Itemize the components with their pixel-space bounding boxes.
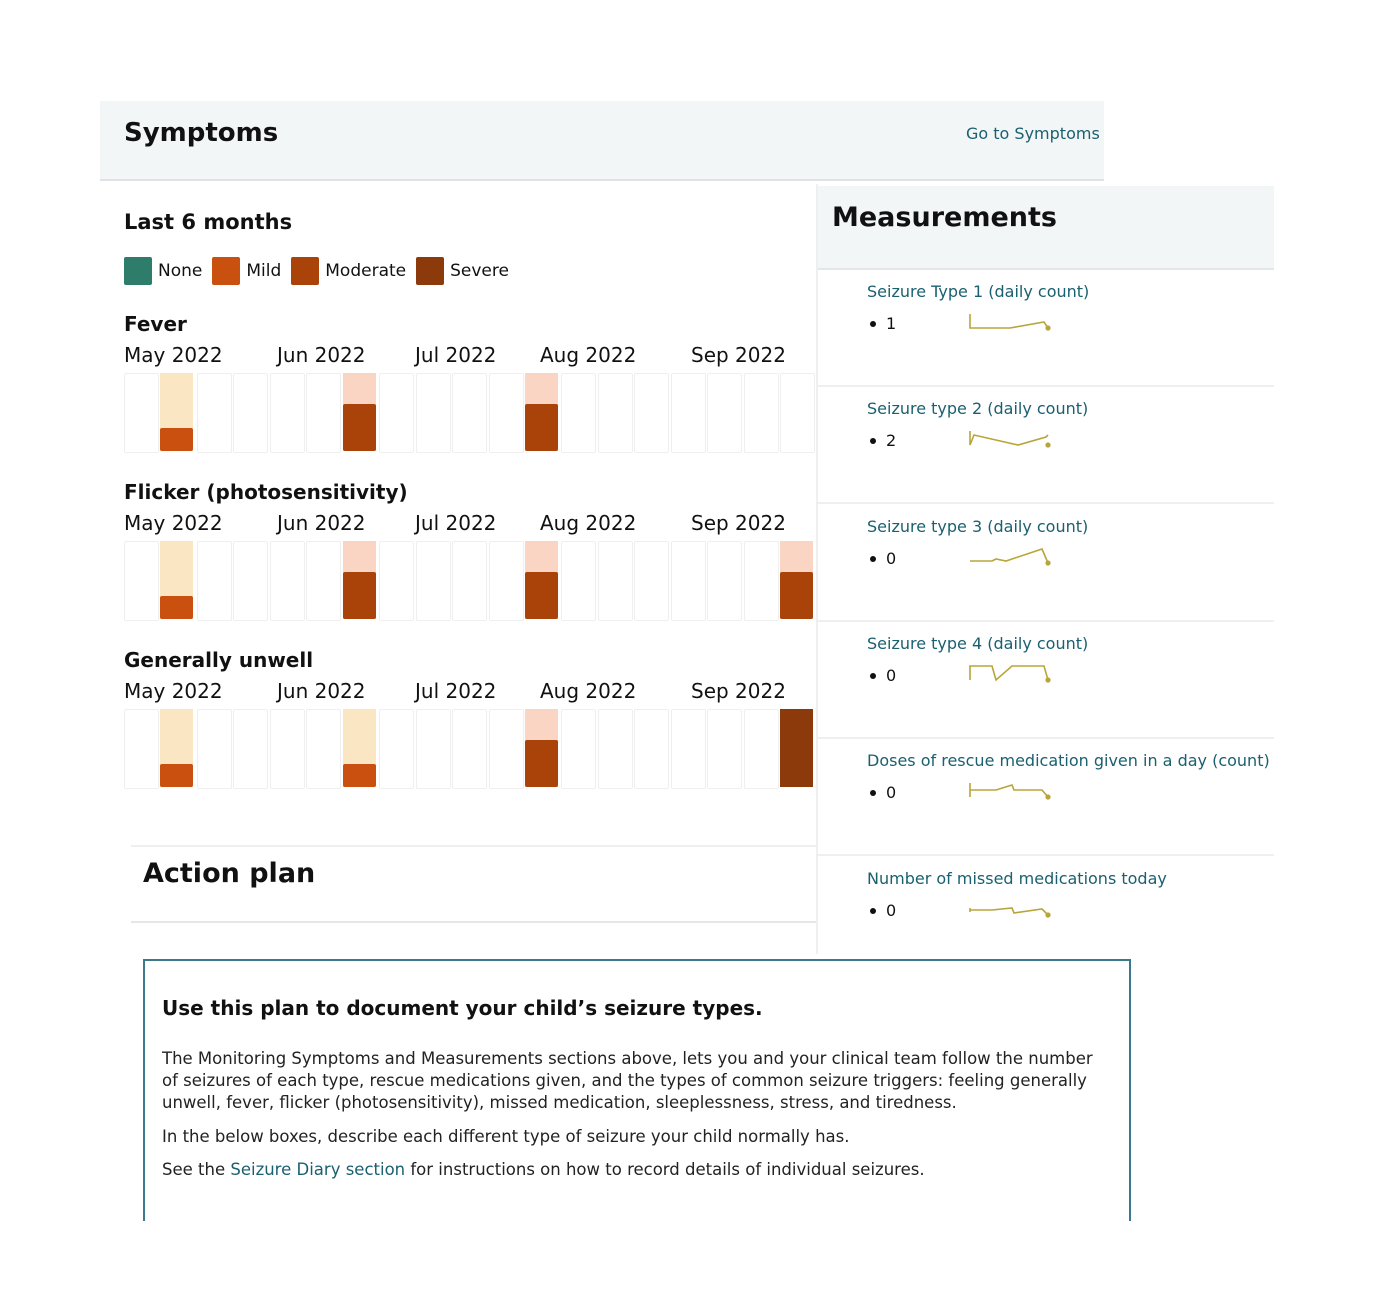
week-cell[interactable]	[343, 709, 376, 787]
measurement-latest-value	[886, 549, 896, 568]
bullet-icon	[870, 790, 876, 796]
measurement-link[interactable]: Seizure type 4 (daily count)	[867, 633, 1089, 653]
action-plan-title: Action plan	[143, 858, 316, 889]
week-cell[interactable]	[489, 541, 524, 621]
period-heading: Last 6 months	[124, 210, 293, 234]
month-label: Aug 2022	[540, 679, 637, 703]
sparkline-end-point	[1045, 325, 1050, 330]
sparkline-end-point	[1045, 912, 1050, 917]
week-cells	[0, 373, 816, 453]
legend-label-severe: Severe	[450, 261, 509, 281]
measurement-link[interactable]: Doses of rescue medication given in a day (count)	[867, 751, 1270, 771]
measurement-item	[818, 503, 1274, 622]
week-cell[interactable]	[780, 541, 813, 619]
week-cell[interactable]	[561, 373, 596, 453]
bullet-icon	[870, 556, 876, 562]
legend-item-none	[124, 257, 202, 285]
week-cell[interactable]	[452, 709, 487, 789]
month-label: May 2022	[124, 679, 223, 703]
week-cell[interactable]	[124, 541, 159, 621]
measurement-latest-value	[886, 901, 896, 920]
month-label: Jun 2022	[277, 511, 366, 535]
month-label: Sep 2022	[691, 679, 786, 703]
week-cell[interactable]	[416, 541, 451, 621]
severity-bar	[160, 428, 193, 451]
month-label: Jun 2022	[277, 343, 366, 367]
month-label: Sep 2022	[691, 343, 786, 367]
month-axis	[0, 343, 816, 367]
week-cell[interactable]	[379, 709, 414, 789]
sparkline-end-point	[1045, 443, 1050, 448]
week-cell[interactable]	[452, 541, 487, 621]
symptom-name: Fever	[124, 312, 187, 336]
legend-swatch-severe	[416, 257, 444, 285]
week-cell[interactable]	[489, 709, 524, 789]
week-cell[interactable]	[598, 541, 633, 621]
measurement-value-text: 0	[886, 900, 897, 920]
measurement-latest-value	[886, 314, 896, 333]
week-cell[interactable]	[416, 373, 451, 453]
symptom-name: Generally unwell	[124, 648, 314, 672]
month-axis	[0, 511, 816, 535]
week-cell[interactable]	[671, 709, 706, 789]
week-cell[interactable]	[306, 541, 341, 621]
week-cell[interactable]	[160, 541, 193, 619]
week-cell[interactable]	[671, 373, 706, 453]
week-cell[interactable]	[780, 709, 813, 787]
month-label: Jul 2022	[415, 343, 497, 367]
measurement-item	[818, 855, 1274, 972]
bullet-icon	[870, 908, 876, 914]
legend-label-mild: Mild	[246, 261, 282, 281]
bullet-icon	[870, 673, 876, 679]
month-label: Aug 2022	[540, 343, 637, 367]
sparkline-chart	[968, 308, 1054, 338]
week-cell[interactable]	[707, 373, 742, 453]
week-cell[interactable]	[634, 541, 669, 621]
measurement-value-text: 0	[886, 548, 897, 568]
week-cell[interactable]	[780, 373, 815, 453]
severity-bar	[525, 740, 558, 787]
measurement-link[interactable]: Seizure type 3 (daily count)	[867, 516, 1089, 536]
sparkline-path	[970, 783, 1048, 797]
sparkline-end-point	[1045, 795, 1050, 800]
symptom-name: Flicker (photosensitivity)	[124, 480, 408, 504]
month-label: May 2022	[124, 343, 223, 367]
week-cell[interactable]	[634, 373, 669, 453]
symptoms-title: Symptoms	[124, 118, 279, 148]
week-cell[interactable]	[671, 541, 706, 621]
week-cell[interactable]	[707, 541, 742, 621]
week-cell[interactable]	[525, 709, 558, 787]
measurement-item	[818, 620, 1274, 739]
sparkline-end-point	[1045, 560, 1050, 565]
week-cell[interactable]	[416, 709, 451, 789]
week-cell[interactable]	[233, 373, 268, 453]
sparkline-chart	[968, 777, 1054, 807]
sparkline-path	[970, 549, 1048, 563]
month-label: May 2022	[124, 511, 223, 535]
week-cell[interactable]	[306, 373, 341, 453]
severity-bar	[343, 572, 376, 619]
week-cell[interactable]	[561, 541, 596, 621]
week-cell[interactable]	[598, 373, 633, 453]
week-cell[interactable]	[525, 541, 558, 619]
sparkline-path	[970, 314, 1048, 328]
bullet-icon	[870, 438, 876, 444]
month-axis	[0, 679, 816, 703]
measurement-link[interactable]: Seizure type 2 (daily count)	[867, 399, 1089, 419]
week-cell[interactable]	[233, 709, 268, 789]
sparkline-chart	[968, 660, 1054, 690]
week-cell[interactable]	[160, 709, 193, 787]
month-label: Jul 2022	[415, 679, 497, 703]
sparkline-chart	[968, 895, 1054, 925]
plan-text-before-link: See the	[162, 1160, 231, 1179]
month-label: Jun 2022	[277, 679, 366, 703]
week-cell[interactable]	[379, 541, 414, 621]
week-cell[interactable]	[306, 709, 341, 789]
week-cell[interactable]	[233, 541, 268, 621]
sparkline-path	[970, 431, 1048, 445]
severity-bar	[343, 404, 376, 451]
legend-swatch-mild	[212, 257, 240, 285]
measurement-item	[818, 385, 1274, 504]
measurement-item	[818, 268, 1274, 387]
plan-text-after-link: for instructions on how to record details of individual seizures.	[405, 1160, 925, 1179]
week-cell[interactable]	[525, 373, 558, 451]
measurement-latest-value	[886, 666, 896, 685]
week-cell[interactable]	[343, 373, 376, 451]
week-cell[interactable]	[160, 373, 193, 451]
measurement-latest-value	[886, 783, 896, 802]
severity-bar	[160, 764, 193, 787]
week-cell[interactable]	[561, 709, 596, 789]
bullet-icon	[870, 321, 876, 327]
week-cell[interactable]	[270, 541, 305, 621]
week-cell[interactable]	[379, 373, 414, 453]
legend-swatch-moderate	[291, 257, 319, 285]
week-cells	[0, 709, 816, 789]
severity-bar	[525, 572, 558, 619]
measurement-value-text: 2	[886, 431, 897, 451]
week-cell[interactable]	[744, 709, 779, 789]
severity-bar	[780, 572, 813, 619]
legend-swatch-none	[124, 257, 152, 285]
severity-legend	[124, 257, 519, 285]
sparkline-path	[970, 908, 1048, 915]
week-cell[interactable]	[452, 373, 487, 453]
severity-bar	[343, 764, 376, 787]
measurements-title: Measurements	[832, 202, 1057, 233]
plan-paragraph-3	[162, 1159, 1107, 1181]
seizure-diary-link[interactable]: Seizure Diary section	[230, 1160, 406, 1179]
week-cell[interactable]	[343, 541, 376, 619]
week-cell[interactable]	[707, 709, 742, 789]
severity-bar	[160, 596, 193, 619]
plan-heading: Use this plan to document your child’s seizure types.	[162, 996, 763, 1020]
sparkline-chart	[968, 425, 1054, 455]
measurement-value-text: 1	[886, 314, 897, 333]
measurement-value-text: 0	[886, 783, 897, 803]
week-cell[interactable]	[197, 709, 232, 789]
week-cell[interactable]	[124, 709, 159, 789]
week-cell[interactable]	[744, 373, 779, 453]
week-cell[interactable]	[197, 373, 232, 453]
week-cell[interactable]	[197, 541, 232, 621]
week-cell[interactable]	[270, 373, 305, 453]
measurement-latest-value	[886, 431, 896, 450]
sparkline-path	[970, 666, 1048, 680]
sparkline-chart	[968, 543, 1054, 573]
plan-paragraph-2: In the below boxes, describe each different type of seizure your child normally has.	[162, 1127, 850, 1146]
week-cell[interactable]	[634, 709, 669, 789]
legend-item-mild	[212, 257, 281, 285]
legend-label-moderate: Moderate	[325, 261, 407, 281]
measurement-value-text: 0	[886, 665, 897, 685]
measurement-item	[818, 737, 1274, 856]
legend-label-none: None	[158, 261, 203, 281]
severity-bar	[780, 709, 813, 787]
week-cell[interactable]	[270, 709, 305, 789]
legend-item-severe	[416, 257, 509, 285]
legend-item-moderate	[291, 257, 406, 285]
week-cell[interactable]	[598, 709, 633, 789]
sparkline-end-point	[1045, 677, 1050, 682]
month-label: Sep 2022	[691, 511, 786, 535]
measurement-link[interactable]: Seizure Type 1 (daily count)	[867, 282, 1090, 301]
week-cell[interactable]	[124, 373, 159, 453]
week-cells	[0, 541, 816, 621]
measurement-link[interactable]: Number of missed medications today	[867, 868, 1167, 888]
month-label: Jul 2022	[415, 511, 497, 535]
go-to-symptoms-link[interactable]: Go to Symptoms	[966, 124, 1100, 143]
week-cell[interactable]	[489, 373, 524, 453]
plan-paragraph-1: The Monitoring Symptoms and Measurements sections above, lets you and your clinical team follow the number of seizures of each type, rescue medications given, and the types of common seizure triggers: feeling generally unwell, fever, flicker (photosensitivity), missed medication, sleeplessness, stress, and tiredness.	[162, 1049, 1093, 1112]
month-label: Aug 2022	[540, 511, 637, 535]
severity-bar	[525, 404, 558, 451]
week-cell[interactable]	[744, 541, 779, 621]
